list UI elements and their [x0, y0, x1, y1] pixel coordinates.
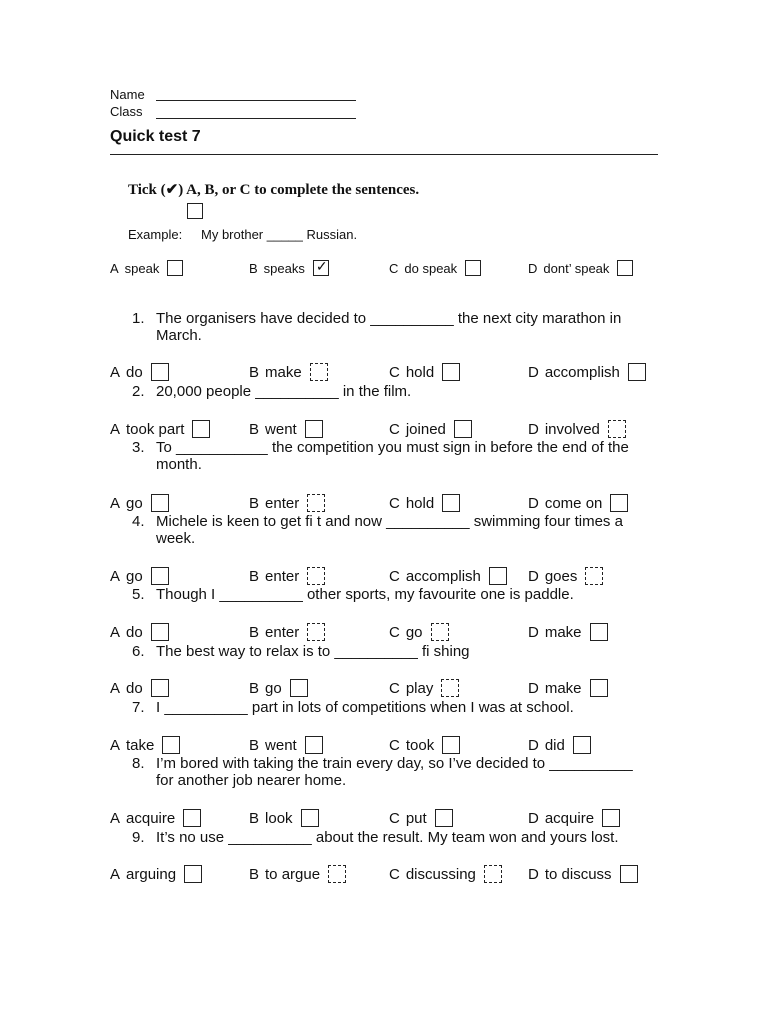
- option-text: put: [405, 810, 427, 827]
- answer-checkbox[interactable]: [328, 865, 346, 883]
- option-letter: C: [389, 261, 399, 276]
- question-6-option-c: [389, 679, 459, 697]
- question-number: 5.: [132, 586, 145, 603]
- question-7-option-a: [110, 736, 180, 754]
- option-letter: A: [110, 568, 121, 585]
- option-letter: B: [249, 624, 260, 641]
- answer-checkbox[interactable]: [184, 865, 202, 883]
- example-checkbox-d[interactable]: [617, 260, 633, 276]
- question-4-option-d: [528, 567, 603, 585]
- example-checkbox-c[interactable]: [465, 260, 481, 276]
- question-9: [132, 829, 652, 846]
- option-letter: B: [249, 568, 260, 585]
- question-9-option-a: [110, 865, 202, 883]
- option-letter: A: [110, 737, 121, 754]
- option-letter: A: [110, 495, 121, 512]
- question-text: The organisers have decided to __________ the next city marathon in March.: [156, 310, 622, 344]
- name-field[interactable]: [156, 100, 356, 101]
- option-text: speak: [124, 261, 160, 276]
- option-text: dont’ speak: [543, 261, 610, 276]
- answer-checkbox[interactable]: [441, 679, 459, 697]
- example-label: Example:: [128, 227, 183, 242]
- question-6-option-b: [249, 679, 308, 697]
- question-4-option-b: [249, 567, 325, 585]
- answer-checkbox[interactable]: [590, 679, 608, 697]
- question-3-option-d: [528, 494, 628, 512]
- option-letter: C: [389, 737, 400, 754]
- question-2-option-b: [249, 420, 323, 438]
- option-letter: B: [249, 810, 260, 827]
- question-7: [132, 699, 652, 716]
- question-text: The best way to relax is to __________ fi shing: [156, 643, 470, 660]
- option-text: goes: [544, 568, 578, 585]
- answer-checkbox[interactable]: [151, 679, 169, 697]
- option-letter: A: [110, 421, 121, 438]
- answer-checkbox[interactable]: [307, 567, 325, 585]
- option-letter: B: [249, 261, 258, 276]
- option-text: enter: [265, 624, 300, 641]
- answer-checkbox[interactable]: [442, 736, 460, 754]
- question-4: [132, 513, 652, 547]
- question-8: [132, 755, 652, 789]
- question-text: It’s no use __________ about the result. My team won and yours lost.: [156, 829, 619, 846]
- question-6: [132, 643, 652, 660]
- question-1: [132, 310, 652, 344]
- question-1-option-b: [249, 363, 328, 381]
- option-letter: A: [110, 261, 119, 276]
- answer-checkbox[interactable]: [301, 809, 319, 827]
- question-2-option-d: [528, 420, 626, 438]
- option-text: went: [265, 737, 297, 754]
- answer-checkbox[interactable]: [151, 363, 169, 381]
- option-text: do: [126, 364, 143, 381]
- option-text: to argue: [265, 866, 321, 883]
- page-title: Quick test 7: [110, 128, 201, 145]
- class-label: Class: [110, 104, 143, 119]
- option-text: take: [126, 737, 155, 754]
- example-sentence: My brother _____ Russian.: [201, 227, 358, 242]
- question-5-option-b: [249, 623, 325, 641]
- answer-checkbox[interactable]: [435, 809, 453, 827]
- answer-checkbox[interactable]: [620, 865, 638, 883]
- question-5-option-c: [389, 623, 449, 641]
- answer-checkbox[interactable]: [628, 363, 646, 381]
- option-letter: D: [528, 364, 539, 381]
- title-divider: [110, 154, 658, 155]
- option-letter: B: [249, 364, 260, 381]
- option-text: acquire: [544, 810, 595, 827]
- checkmark-icon: ✓: [315, 258, 328, 274]
- question-number: 3.: [132, 439, 145, 456]
- option-letter: B: [249, 866, 260, 883]
- question-2-option-a: [110, 420, 210, 438]
- option-letter: A: [110, 624, 121, 641]
- option-text: did: [544, 737, 565, 754]
- option-text: look: [265, 810, 293, 827]
- option-text: do: [126, 680, 143, 697]
- option-text: make: [544, 624, 582, 641]
- question-5: [132, 586, 652, 603]
- question-4-option-c: [389, 567, 507, 585]
- instruction-text: Tick (✔) A, B, or C to complete the sentences.: [128, 182, 420, 198]
- question-number: 9.: [132, 829, 145, 846]
- answer-checkbox[interactable]: [454, 420, 472, 438]
- answer-checkbox[interactable]: [307, 494, 325, 512]
- option-letter: D: [528, 421, 539, 438]
- option-letter: B: [249, 421, 260, 438]
- option-text: hold: [405, 495, 435, 512]
- question-3-option-a: [110, 494, 169, 512]
- option-text: took part: [126, 421, 185, 438]
- answer-checkbox[interactable]: [192, 420, 210, 438]
- answer-checkbox[interactable]: [151, 623, 169, 641]
- option-text: make: [265, 364, 302, 381]
- option-letter: C: [389, 421, 400, 438]
- question-7-option-c: [389, 736, 460, 754]
- question-number: 4.: [132, 513, 145, 530]
- answer-checkbox[interactable]: [610, 494, 628, 512]
- question-number: 1.: [132, 310, 145, 327]
- option-text: do speak: [404, 261, 458, 276]
- option-text: speaks: [263, 261, 305, 276]
- question-9-option-b: [249, 865, 346, 883]
- question-3-option-b: [249, 494, 325, 512]
- option-text: make: [544, 680, 582, 697]
- question-4-option-a: [110, 567, 169, 585]
- option-text: joined: [405, 421, 446, 438]
- question-6-option-a: [110, 679, 169, 697]
- example-checkbox-b[interactable]: [313, 260, 329, 276]
- question-8-option-c: [389, 809, 453, 827]
- answer-checkbox[interactable]: [484, 865, 502, 883]
- option-letter: C: [389, 866, 400, 883]
- option-text: enter: [265, 568, 300, 585]
- question-7-option-b: [249, 736, 323, 754]
- question-2-option-c: [389, 420, 472, 438]
- question-1-option-a: [110, 363, 169, 381]
- option-letter: A: [110, 364, 121, 381]
- question-9-option-d: [528, 865, 638, 883]
- question-3-option-c: [389, 494, 460, 512]
- answer-checkbox[interactable]: [590, 623, 608, 641]
- answer-checkbox[interactable]: [442, 363, 460, 381]
- option-text: play: [405, 680, 434, 697]
- option-text: go: [405, 624, 423, 641]
- question-text: To ___________ the competition you must sign in before the end of the month.: [156, 439, 629, 473]
- option-letter: B: [249, 680, 260, 697]
- answer-checkbox[interactable]: [290, 679, 308, 697]
- answer-checkbox[interactable]: [151, 494, 169, 512]
- option-text: went: [265, 421, 297, 438]
- option-text: arguing: [126, 866, 177, 883]
- option-text: enter: [265, 495, 300, 512]
- answer-checkbox[interactable]: [573, 736, 591, 754]
- example-option-b: [249, 260, 329, 276]
- question-1-option-c: [389, 363, 460, 381]
- option-letter: D: [528, 810, 539, 827]
- option-letter: D: [528, 495, 539, 512]
- answer-checkbox[interactable]: [585, 567, 603, 585]
- question-2: [132, 383, 652, 400]
- question-number: 6.: [132, 643, 145, 660]
- option-letter: A: [110, 810, 121, 827]
- option-letter: D: [528, 680, 539, 697]
- option-letter: D: [528, 261, 538, 276]
- answer-checkbox[interactable]: [602, 809, 620, 827]
- question-text: Michele is keen to get fi t and now __________ swimming four times a week.: [156, 513, 623, 547]
- answer-checkbox[interactable]: [305, 736, 323, 754]
- question-8-option-b: [249, 809, 319, 827]
- option-letter: D: [528, 737, 539, 754]
- option-letter: A: [110, 866, 121, 883]
- option-text: do: [126, 624, 143, 641]
- question-9-option-c: [389, 865, 502, 883]
- option-text: accomplish: [405, 568, 481, 585]
- option-letter: C: [389, 568, 400, 585]
- answer-checkbox[interactable]: [489, 567, 507, 585]
- option-text: accomplish: [544, 364, 620, 381]
- question-text: I’m bored with taking the train every day, so I’ve decided to __________ for another job nearer home.: [156, 755, 633, 789]
- option-letter: B: [249, 737, 260, 754]
- class-field[interactable]: [156, 118, 356, 119]
- option-text: come on: [544, 495, 603, 512]
- option-text: acquire: [126, 810, 176, 827]
- option-text: to discuss: [544, 866, 612, 883]
- answer-checkbox[interactable]: [305, 420, 323, 438]
- option-text: go: [126, 495, 143, 512]
- question-number: 7.: [132, 699, 145, 716]
- question-1-option-d: [528, 363, 646, 381]
- example-option-c: [389, 260, 481, 276]
- option-letter: C: [389, 495, 400, 512]
- example-checkbox-a[interactable]: [167, 260, 183, 276]
- option-letter: D: [528, 568, 539, 585]
- option-letter: A: [110, 680, 121, 697]
- answer-checkbox[interactable]: [608, 420, 626, 438]
- option-letter: D: [528, 866, 539, 883]
- answer-checkbox[interactable]: [431, 623, 449, 641]
- option-letter: C: [389, 364, 400, 381]
- example-option-a: [110, 260, 183, 276]
- answer-checkbox[interactable]: [162, 736, 180, 754]
- question-6-option-d: [528, 679, 608, 697]
- option-text: go: [265, 680, 282, 697]
- question-number: 8.: [132, 755, 145, 772]
- option-text: go: [126, 568, 143, 585]
- option-letter: C: [389, 810, 400, 827]
- name-label: Name: [110, 87, 145, 102]
- option-letter: C: [389, 624, 400, 641]
- answer-checkbox[interactable]: [442, 494, 460, 512]
- option-text: discussing: [405, 866, 476, 883]
- option-letter: D: [528, 624, 539, 641]
- option-text: took: [405, 737, 435, 754]
- example-option-d: [528, 260, 633, 276]
- option-letter: C: [389, 680, 400, 697]
- option-letter: B: [249, 495, 260, 512]
- answer-checkbox[interactable]: [151, 567, 169, 585]
- option-text: hold: [405, 364, 435, 381]
- question-8-option-d: [528, 809, 620, 827]
- answer-checkbox[interactable]: [307, 623, 325, 641]
- question-number: 2.: [132, 383, 145, 400]
- instruction-sample-box: [187, 203, 203, 219]
- question-3: [132, 439, 652, 473]
- answer-checkbox[interactable]: [183, 809, 201, 827]
- answer-checkbox[interactable]: [310, 363, 328, 381]
- question-5-option-d: [528, 623, 608, 641]
- question-text: Though I __________ other sports, my favourite one is paddle.: [156, 586, 574, 603]
- question-5-option-a: [110, 623, 169, 641]
- question-7-option-d: [528, 736, 591, 754]
- question-8-option-a: [110, 809, 201, 827]
- question-text: 20,000 people __________ in the film.: [156, 383, 412, 400]
- question-text: I __________ part in lots of competitions when I was at school.: [156, 699, 574, 716]
- option-text: involved: [544, 421, 600, 438]
